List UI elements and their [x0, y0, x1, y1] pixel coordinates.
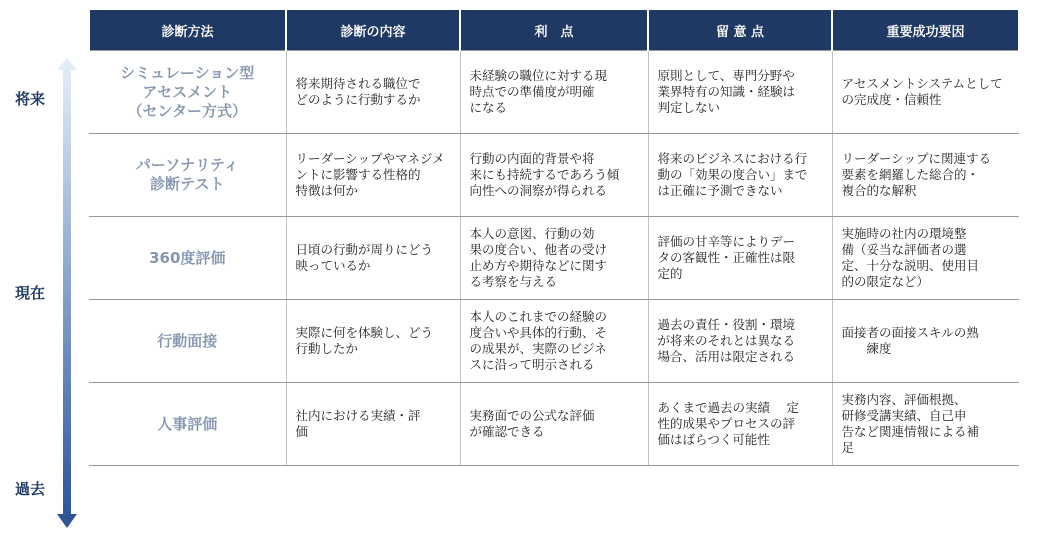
ksf-cell [832, 134, 1019, 217]
method-cell [89, 51, 286, 134]
timeline-arrow-up-head [57, 58, 77, 70]
ksf-text: アセスメントシステムとして の完成度・信頼性 [841, 76, 1003, 107]
cautions-text: 評価の甘辛等によりデー タの客観性・正確性は限 定的 [657, 234, 796, 281]
ksf-text: 実施時の社内の環境整 備（妥当な評価者の選 定、十分な説明、使用目 的の限定など） [841, 226, 980, 289]
header-method: 診断方法 [89, 10, 286, 51]
method-cell [89, 300, 286, 383]
method-cell [89, 383, 286, 466]
table-row [89, 383, 1019, 466]
merits-cell [460, 300, 648, 383]
header-content: 診断の内容 [286, 10, 460, 51]
axis-label-future: 将来 [14, 90, 45, 108]
merits-text: 未経験の職位に対する現 時点での準備度が明確 になる [469, 68, 608, 115]
cautions-cell [648, 134, 832, 217]
cautions-cell [648, 383, 832, 466]
cautions-text: 原則として、専門分野や 業界特有の知識・経験は 判定しない [657, 68, 796, 115]
ksf-text: 面接者の面接スキルの熟 練度 [841, 325, 979, 356]
content-cell [286, 134, 460, 217]
header-row [89, 10, 1019, 51]
header-ksf: 重要成功要因 [832, 10, 1019, 51]
axis-label-present: 現在 [14, 284, 45, 302]
merits-text: 本人の意図、行動の効 果の度合い、他者の受け 止め方や期待などに関す る考察を与える [469, 226, 608, 289]
ksf-cell [832, 383, 1019, 466]
ksf-cell [832, 217, 1019, 300]
merits-text: 実務面での公式な評価 が確認できる [469, 408, 595, 439]
timeline-arrow [56, 58, 78, 528]
ksf-text: 実務内容、評価根拠、 研修受講実績、自己申 告など関連情報による補 足 [841, 392, 980, 455]
merits-text: 本人のこれまでの経験の 度合いや具体的行動、そ の成果が、実際のビジネ スに沿って明示される [469, 309, 608, 372]
timeline-arrow-down-head [57, 514, 77, 528]
table-row [89, 217, 1019, 300]
method-label: 360度評価 [149, 248, 226, 267]
method-cell [89, 217, 286, 300]
header-merits: 利 点 [460, 10, 648, 51]
content-text: 実際に何を体験し、どう 行動したか [295, 325, 434, 356]
table-row [89, 51, 1019, 134]
table-row [89, 300, 1019, 383]
header-cautions: 留 意 点 [648, 10, 832, 51]
merits-cell [460, 383, 648, 466]
assessment-matrix-table [88, 10, 1020, 466]
content-text: 日頃の行動が周りにどう 映っているか [295, 242, 434, 273]
cautions-text: 将来のビジネスにおける行 動の「効果の度合い」まで は正確に予測できない [657, 151, 808, 198]
method-cell [89, 134, 286, 217]
method-label: シミュレーション型 アセスメント （センター方式） [120, 63, 255, 120]
cautions-cell [648, 51, 832, 134]
cautions-cell [648, 217, 832, 300]
ksf-cell [832, 51, 1019, 134]
content-cell [286, 300, 460, 383]
content-cell [286, 51, 460, 134]
ksf-text: リーダーシップに関連する 要素を網羅した総合的・ 複合的な解釈 [841, 151, 992, 198]
cautions-text: 過去の責任・役割・環境 が将来のそれとは異なる 場合、活用は限定される [657, 317, 796, 364]
merits-cell [460, 51, 648, 134]
method-label: 人事評価 [157, 414, 218, 433]
content-text: 社内における実績・評 価 [295, 408, 421, 439]
merits-text: 行動の内面的背景や将 来にも持続するであろう傾 向性への洞察が得られる [469, 151, 620, 198]
timeline-arrow-shaft [63, 70, 71, 516]
merits-cell [460, 217, 648, 300]
content-text: リーダーシップやマネジメ ントに影響する性格的 特徴は何か [295, 151, 445, 198]
cautions-cell [648, 300, 832, 383]
content-cell [286, 383, 460, 466]
ksf-cell [832, 300, 1019, 383]
table-row [89, 134, 1019, 217]
cautions-text: あくまで過去の実績 定 性的成果やプロセスの評 価はばらつく可能性 [657, 400, 799, 447]
axis-label-past: 過去 [14, 480, 45, 498]
method-label: パーソナリティ 診断テスト [135, 156, 239, 193]
content-cell [286, 217, 460, 300]
merits-cell [460, 134, 648, 217]
content-text: 将来期待される職位で どのように行動するか [295, 76, 421, 107]
method-label: 行動面接 [157, 331, 218, 350]
